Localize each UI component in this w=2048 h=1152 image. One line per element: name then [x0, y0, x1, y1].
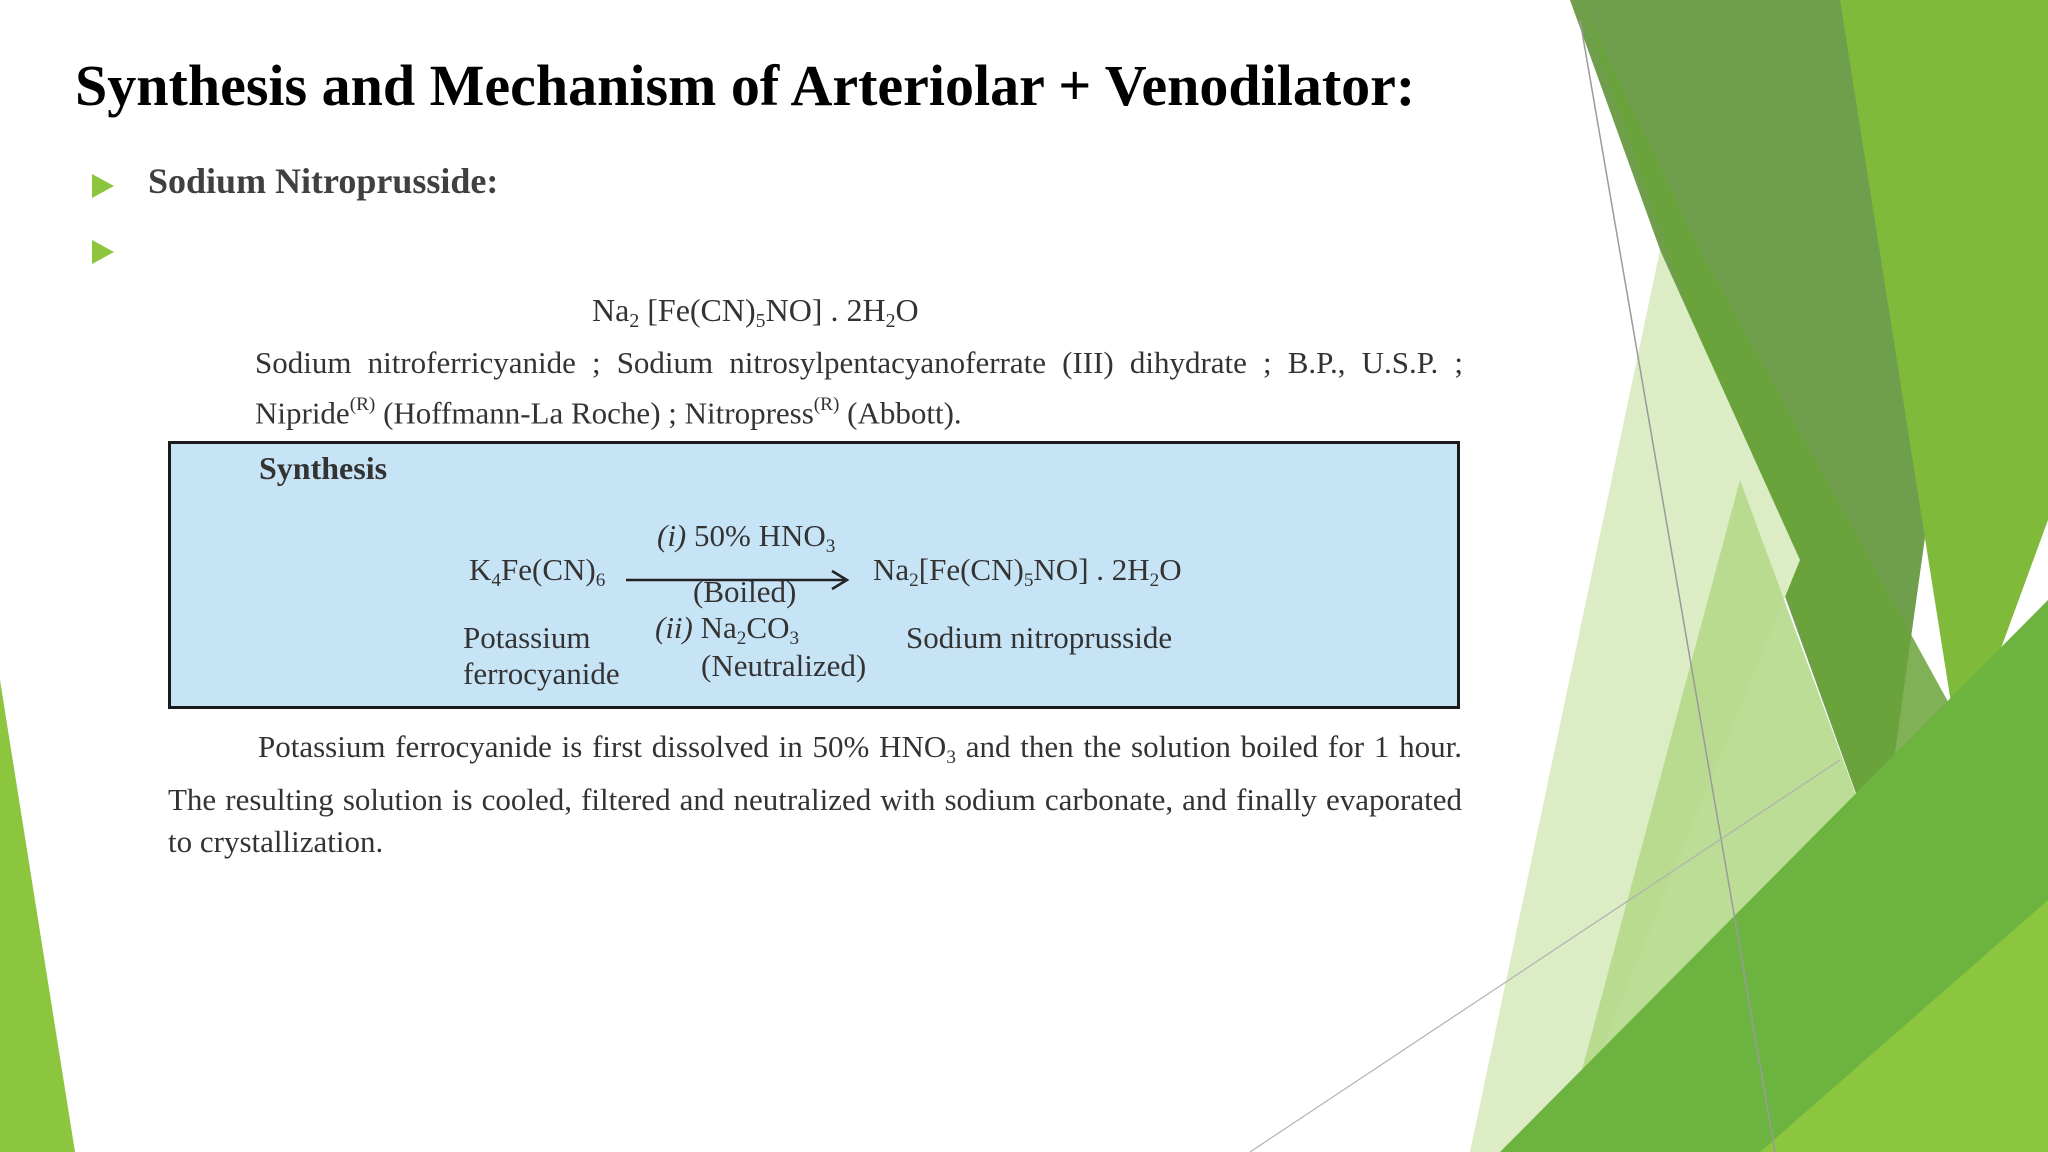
reactant-name-line2: ferrocyanide: [463, 656, 620, 691]
left-green-wedge: [0, 680, 75, 1152]
reaction-step-2: (ii) $Na_2CO_3$: [655, 610, 800, 649]
reaction-step-1-note: (Boiled): [693, 574, 797, 609]
synthesis-box: [168, 441, 1460, 709]
product-name: Sodium nitroprusside: [906, 620, 1173, 655]
reaction-step-1: (i) 50% $HNO_3$: [657, 518, 836, 557]
compound-formula: $Na_2$ $[Fe(CN)_5NO]$ . $2H_2O$: [592, 292, 919, 332]
bullet-item-sodium-nitroprusside: Sodium Nitroprusside:: [148, 161, 499, 201]
reaction-step-2-note: (Neutralized): [701, 648, 867, 683]
bullet-arrow-icon: [92, 240, 114, 264]
synthesis-description: Potassium ferrocyanide is first dissolved in 50% $HNO_3$ and then the solution boiled for 1 hour. The resulting solution is cooled, filtered and neutralized with sodium carbonate, and finally evaporated to crystallization.: [168, 729, 1462, 859]
synthesis-heading: Synthesis: [259, 450, 388, 486]
product-formula: $Na_2[Fe(CN)_5NO]$ . $2H_2O$: [873, 552, 1182, 591]
reactant-formula: $K_4Fe(CN)_6$: [469, 552, 606, 591]
slide-title: Synthesis and Mechanism of Arteriolar + Venodilator:: [75, 53, 1416, 118]
reactant-name-line1: Potassium: [463, 620, 591, 655]
bullet-arrow-icon: [92, 174, 114, 198]
compound-synonyms: Sodium nitroferricyanide ; Sodium nitrosylpentacyanoferrate (III) dihydrate ; B.P., U.S.P. ; Nipride$^{(R)}$ (Hoffmann-La Roche) ; Nitropress$^{(R)}$ (Abbott).: [255, 345, 1463, 431]
